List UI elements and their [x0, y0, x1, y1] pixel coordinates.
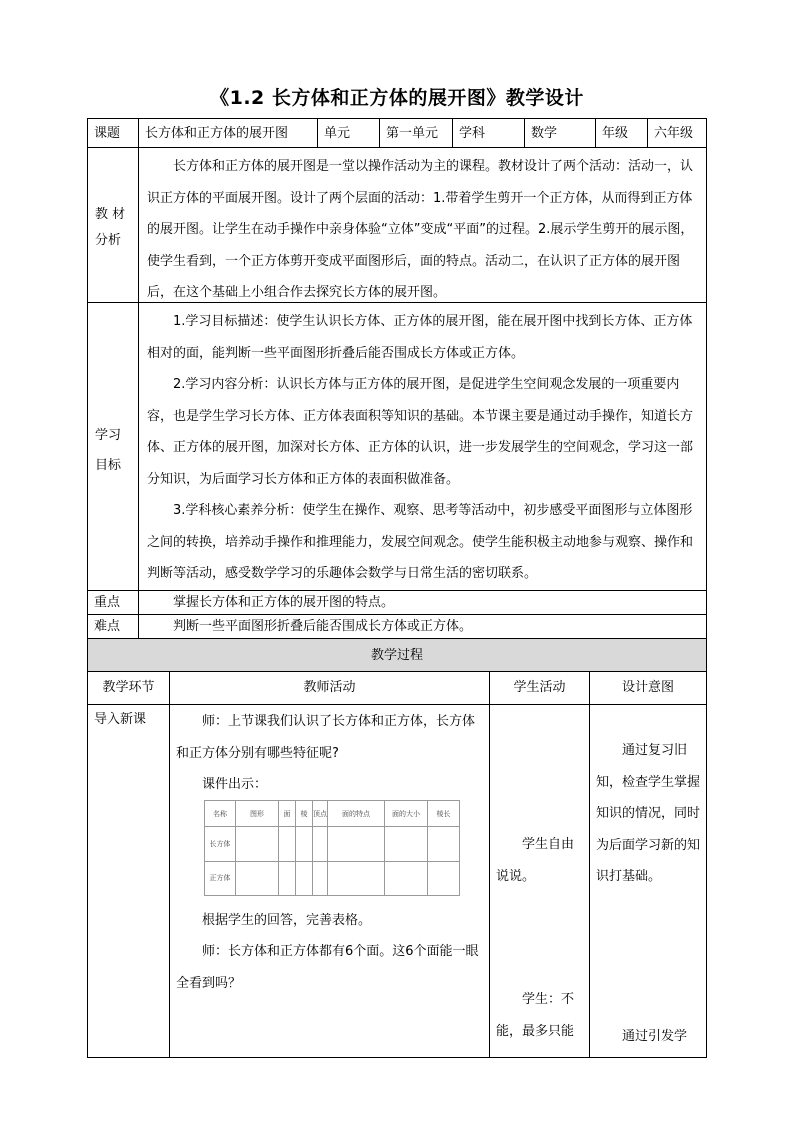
mini-header-edge: 棱 — [296, 801, 313, 827]
mini-header-shape: 图形 — [236, 801, 279, 827]
student-cell — [489, 704, 590, 1058]
teacher-p4: 师：长方体和正方体都有6个面。这6个面能一眼全看到吗？ — [176, 944, 479, 991]
analysis-label-line2: 分析 — [95, 233, 122, 248]
mini-row-label: 正方体 — [205, 861, 236, 896]
subject-value: 数学 — [524, 118, 596, 148]
teacher-p3: 根据学生的回答，完善表格。 — [202, 912, 372, 928]
col-teacher-header: 教师活动 — [169, 671, 490, 705]
process-title: 教学过程 — [87, 638, 707, 672]
analysis-label-line1: 教 材 — [95, 207, 126, 222]
stage-cell — [87, 704, 170, 1058]
intent-p1: 通过复习旧知，检查学生掌握知识的情况，同时为后面学习新的知识打基础。 — [596, 743, 701, 884]
goals-label-line1: 学习 — [95, 428, 122, 443]
topic-value: 长方体和正方体的展开图 — [138, 118, 318, 148]
analysis-text: 长方体和正方体的展开图是一堂以操作活动为主的课程。教材设计了两个活动：活动一，认识正方体的平面展开图。设计了两个层面的活动：1.带着学生剪开一个正方体，从而得到正方体的展开图。让学生在动手操作中亲身体验“立体”变成“平面”的过程。2.展示学生剪开的展示图，使学生看到，一个正方体剪开变成平面图形后，面的特点。活动二，在认识了正方体的展开图后，在这个基础上小组合作去探究长方体的展开图。 — [147, 159, 694, 300]
student-p1: 学生自由说说。 — [496, 837, 575, 884]
mini-header-edge-length: 棱长 — [428, 801, 460, 827]
topic-label: 课题 — [87, 118, 139, 148]
teacher-p2: 课件出示： — [202, 777, 268, 792]
unit-label: 单元 — [317, 118, 380, 148]
key-point-label: 重点 — [87, 590, 139, 615]
goals-content — [138, 302, 707, 591]
difficulty-label: 难点 — [87, 614, 139, 639]
unit-value: 第一单元 — [379, 118, 453, 148]
teacher-p1: 师：上节课我们认识了长方体和正方体，长方体和正方体分别有哪些特征呢? — [176, 714, 476, 761]
goals-label — [87, 302, 139, 591]
mini-header-face-feature: 面的特点 — [328, 801, 385, 827]
courseware-table — [204, 800, 460, 896]
col-intent-header: 设计意图 — [589, 671, 707, 705]
goals-label-line2: 目标 — [95, 458, 122, 473]
mini-header-vertex: 顶点 — [313, 801, 328, 827]
stage-text: 导入新课 — [94, 712, 147, 727]
mini-header-face: 面 — [279, 801, 296, 827]
grade-label: 年级 — [595, 118, 648, 148]
student-p2: 学生：不能，最多只能 — [496, 992, 575, 1039]
goals-p3: 3.学科核心素养分析：使学生在操作、观察、思考等活动中，初步感受平面图形与立体图形之间的转换，培养动手操作和推理能力，发展空间观念。使学生能积极主动地参与观察、操作和判断等活动，感受数学学习的乐趣体会数学与日常生活的密切联系。 — [147, 503, 694, 581]
analysis-content — [138, 147, 707, 303]
grade-value: 六年级 — [647, 118, 707, 148]
key-point-text: 掌握长方体和正方体的展开图的特点。 — [138, 590, 707, 615]
intent-cell — [589, 704, 707, 1058]
goals-p2: 2.学习内容分析：认识长方体与正方体的展开图，是促进学生空间观念发展的一项重要内容，也是学生学习长方体、正方体表面积等知识的基础。本节课主要是通过动手操作，知道长方体、正方体的展开图，加深对长方体、正方体的认识，进一步发展学生的空间观念，学习这一部分知识，为后面学习长方体和正方体的表面积做准备。 — [147, 377, 694, 487]
subject-label: 学科 — [452, 118, 525, 148]
page-title: 《1.2 长方体和正方体的展开图》教学设计 — [210, 87, 584, 109]
mini-header-name: 名称 — [205, 801, 236, 827]
mini-header-face-size: 面的大小 — [385, 801, 428, 827]
col-student-header: 学生活动 — [489, 671, 590, 705]
analysis-label — [87, 147, 139, 303]
goals-p1: 1.学习目标描述：使学生认识长方体、正方体的展开图，能在展开图中找到长方体、正方体相对的面，能判断一些平面图形折叠后能否围成长方体或正方体。 — [147, 314, 693, 361]
mini-row-label: 长方体 — [205, 827, 236, 862]
intent-p2: 通过引发学 — [622, 1028, 688, 1044]
difficulty-text: 判断一些平面图形折叠后能否围成长方体或正方体。 — [138, 614, 707, 639]
col-stage-header: 教学环节 — [87, 671, 170, 705]
